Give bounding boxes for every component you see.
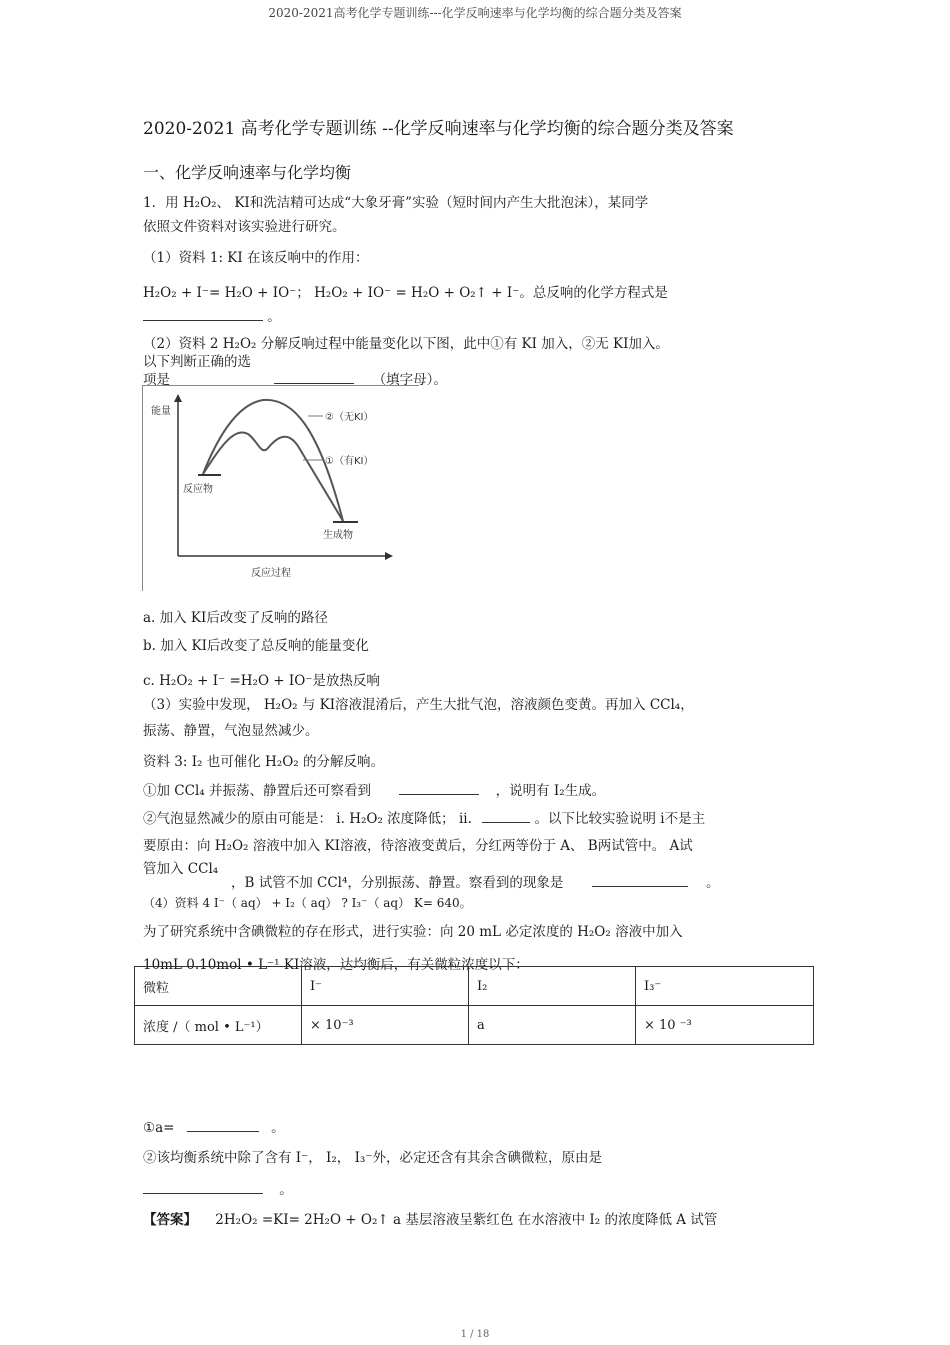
label: ，B 试管不加 CCl⁴，分别振荡、静置。察看到的现象是 bbox=[231, 875, 564, 891]
option-b: b. 加入 KI后改变了总反响的能量变化 bbox=[143, 638, 369, 654]
label: ②气泡显然减少的原由可能是： i. H₂O₂ 浓度降低； ii. bbox=[143, 811, 472, 827]
table-row bbox=[135, 1006, 814, 1045]
label: （填字母）。 bbox=[372, 372, 447, 388]
table-cell: 微粒 bbox=[135, 967, 302, 1006]
q1-part3-sub1 bbox=[143, 779, 605, 799]
page-number: 1 / 18 bbox=[460, 1329, 490, 1340]
label: ①a= bbox=[143, 1120, 175, 1136]
concentration-table bbox=[134, 966, 814, 1045]
option-c: c. H₂O₂ + I⁻ =H₂O + IO⁻是放热反响 bbox=[143, 673, 380, 689]
q1-part4-sub1 bbox=[143, 1116, 285, 1136]
answer-line bbox=[143, 1208, 717, 1228]
q1-part3: （3）实验中发现， H₂O₂ 与 KI溶液混淆后，产生大批气泡，溶液颜色变黄。再加入 CCl₄， bbox=[143, 697, 694, 713]
answer-blank[interactable] bbox=[592, 874, 688, 887]
energy-diagram bbox=[142, 385, 419, 591]
label: 。 bbox=[271, 1120, 285, 1136]
answer-blank[interactable] bbox=[274, 371, 354, 384]
q1-part3-sub2-cont: 要原由：向 H₂O₂ 溶液中加入 KI溶液，待溶液变黄后，分红两等份于 A、 B两试管中。 A试 bbox=[143, 838, 693, 854]
period: 。 bbox=[267, 309, 281, 325]
q1-part1: （1）资料 1: KI 在该反响中的作用： bbox=[143, 250, 369, 266]
q1-equations: H₂O₂ + I⁻= H₂O + IO⁻； H₂O₂ + IO⁻ = H₂O + O₂↑ + I⁻。总反响的化学方程式是 bbox=[143, 285, 668, 301]
energy-diagram-svg bbox=[143, 386, 419, 591]
q1-part4: 为了研究系统中含碘微粒的存在形式，进行实验：向 20 mL 必定浓度的 H₂O₂ 溶液中加入 bbox=[143, 924, 683, 940]
q1-part2-cont: 以下判断正确的选 bbox=[143, 354, 251, 370]
q1-part2: （2）资料 2 H₂O₂ 分解反响过程中能量变化以下图，此中①有 KI 加入，②无 KI加入。 bbox=[143, 336, 669, 352]
q1-part3-sub2-cont2: 管加入 CCl₄ bbox=[143, 861, 219, 877]
q1-part3-sub2 bbox=[143, 807, 705, 827]
curve-2-label: ②（无KI） bbox=[325, 412, 374, 423]
reactant-label: 反应物 bbox=[183, 484, 213, 495]
q1-line-2: 依照文件资料对该实验进行研究。 bbox=[143, 219, 346, 235]
y-axis-arrow bbox=[174, 394, 182, 402]
label: ①加 CCl₄ 并振荡、静置后还可察看到 bbox=[143, 783, 371, 799]
q1-answer-line-1 bbox=[143, 305, 281, 325]
table-cell: I⁻ bbox=[302, 967, 469, 1006]
page-header: 2020-2021高考化学专题训练---化学反响速率与化学均衡的综合题分类及答案 bbox=[268, 6, 682, 20]
answer-text: 2H₂O₂ =KI= 2H₂O + O₂↑ a 基层溶液呈紫红色 在水溶液中 I₂ 的浓度降低 A 试管 bbox=[215, 1212, 718, 1228]
q1-part4-sub2: ②该均衡系统中除了含有 I⁻， I₂， I₃⁻外，必定还含有其余含碘微粒，原由是 bbox=[143, 1150, 602, 1166]
table-cell: I₃⁻ bbox=[636, 967, 814, 1006]
product-label: 生成物 bbox=[323, 530, 353, 541]
x-axis-arrow bbox=[385, 552, 393, 560]
answer-blank[interactable] bbox=[143, 1181, 263, 1194]
curve-1-label: ①（有KI） bbox=[325, 456, 374, 467]
q1-part4-cont: 10mL 0.10mol • L⁻¹ KI溶液，达均衡后，有关微粒浓度以下： bbox=[143, 957, 529, 973]
q1-line-1: 1．用 H₂O₂、 KI和洗洁精可达成“大象牙膏”实验（短时间内产生大批泡沫），某同学 bbox=[143, 195, 649, 211]
label: 项是 bbox=[143, 372, 170, 388]
table-cell: × 10 ⁻³ bbox=[636, 1006, 814, 1045]
table-cell: 浓度 /（ mol • L⁻¹） bbox=[135, 1006, 302, 1045]
label: 。 bbox=[706, 875, 720, 891]
answer-blank[interactable] bbox=[143, 308, 263, 321]
q1-part3-sub2-cont3 bbox=[143, 871, 720, 891]
material-3: 资料 3: I₂ 也可催化 H₂O₂ 的分解反响。 bbox=[143, 754, 385, 770]
table-row bbox=[135, 967, 814, 1006]
option-a: a. 加入 KI后改变了反响的路径 bbox=[143, 610, 328, 626]
section-heading: 一、化学反响速率与化学均衡 bbox=[143, 163, 352, 182]
curve-with-ki bbox=[203, 432, 343, 521]
label: ，说明有 I₂生成。 bbox=[495, 783, 606, 799]
answer-blank[interactable] bbox=[482, 810, 530, 823]
answer-tag: 【答案】 bbox=[143, 1212, 197, 1228]
label: 。以下比较实验说明 i不是主 bbox=[534, 811, 706, 827]
q1-part3-cont: 振荡、静置，气泡显然减少。 bbox=[143, 723, 319, 739]
document-title: 2020-2021 高考化学专题训练 --化学反响速率与化学均衡的综合题分类及答案 bbox=[143, 119, 734, 139]
answer-blank[interactable] bbox=[399, 782, 479, 795]
table-cell: × 10⁻³ bbox=[302, 1006, 469, 1045]
answer-blank[interactable] bbox=[187, 1119, 259, 1132]
period: 。 bbox=[279, 1182, 293, 1198]
table-cell: a bbox=[469, 1006, 636, 1045]
x-axis-label: 反应过程 bbox=[251, 568, 291, 579]
y-axis-label: 能量 bbox=[151, 406, 171, 417]
material-4: （4）资料 4 I⁻（ aq） + I₂（ aq） ? I₃⁻（ aq） K= 640。 bbox=[143, 896, 472, 910]
q1-answer-line-2 bbox=[143, 1178, 293, 1198]
table-cell: I₂ bbox=[469, 967, 636, 1006]
